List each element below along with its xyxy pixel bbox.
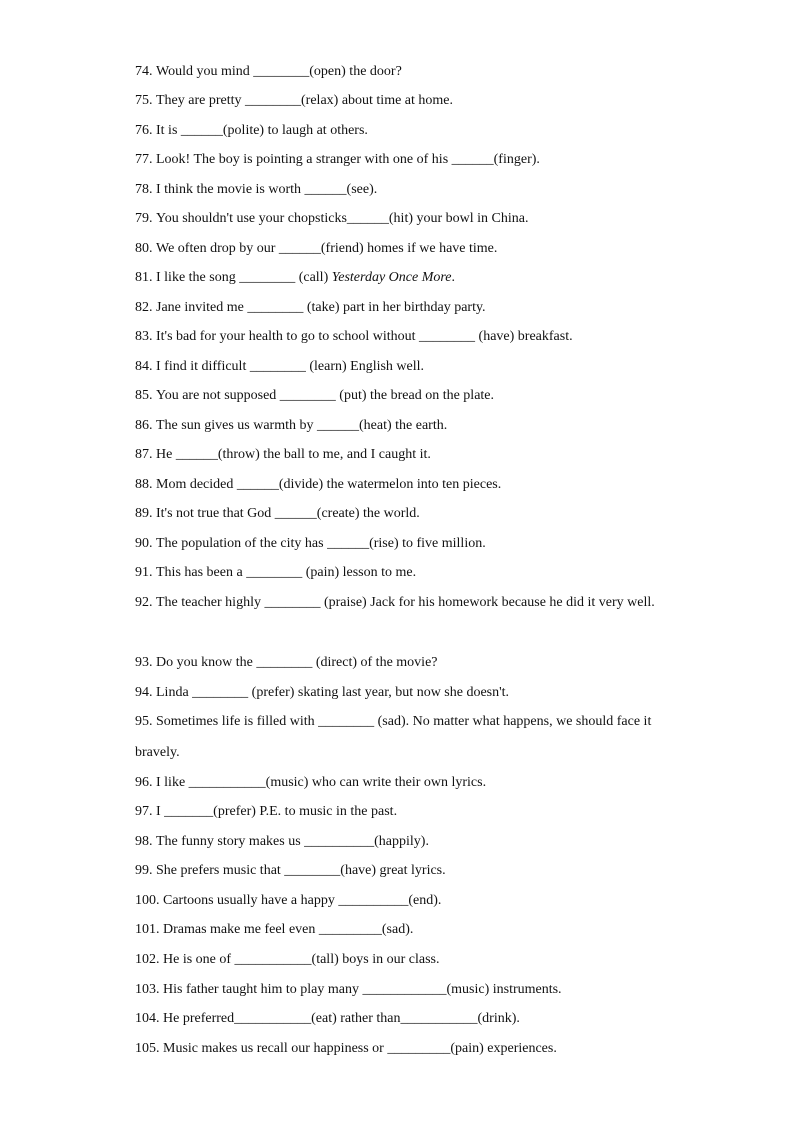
question-102 [135,951,695,969]
question-number: 74. [135,64,153,79]
question-81: 81. I like the song ________ (call) Yesterday Once More. [135,270,456,285]
question-text: It's not true that God ______(create) the world. [156,506,420,521]
question-text: Music makes us recall our happiness or _________(pain) experiences. [163,1041,557,1056]
question-text: This has been a ________ (pain) lesson to me. [156,565,417,580]
question-text: We often drop by our ______(friend) homes if we have time. [156,241,498,256]
question-text: I like ___________(music) who can write their own lyrics. [156,775,487,790]
question-text: The funny story makes us __________(happily). [156,834,429,849]
question-94 [135,684,695,702]
question-text: His father taught him to play many ____________(music) instruments. [163,982,562,997]
question-98 [135,833,695,851]
question-86 [135,417,695,435]
question-text: Mom decided ______(divide) the watermelon into ten pieces. [156,477,502,492]
question-number: 83. [135,329,153,344]
question-number: 93. [135,655,153,670]
question-number: 76. [135,123,153,138]
question-number: 97. [135,804,153,819]
question-78 [135,181,695,199]
question-103 [135,981,695,999]
question-text: She prefers music that ________(have) great lyrics. [156,863,446,878]
question-text: The sun gives us warmth by ______(heat) the earth. [156,418,448,433]
question-number: 94. [135,685,153,700]
question-text-continuation: bravely. [135,745,180,760]
question-77 [135,151,695,169]
question-number: 95. [135,714,153,729]
question-101 [135,921,695,939]
question-number: 90. [135,536,153,551]
question-76 [135,122,695,140]
question-number: 88. [135,477,153,492]
question-number: 78. [135,182,153,197]
question-number: 102. [135,952,160,967]
question-text: He ______(throw) the ball to me, and I caught it. [156,447,431,462]
question-number: 98. [135,834,153,849]
question-text: It's bad for your health to go to school without ________ (have) breakfast. [156,329,573,344]
question-85 [135,387,695,405]
question-82 [135,299,695,317]
question-number: 104. [135,1011,160,1026]
question-84 [135,358,695,376]
question-number: 77. [135,152,153,167]
question-number: 79. [135,211,153,226]
question-text: Cartoons usually have a happy __________(end). [163,893,442,908]
question-83 [135,328,695,346]
question-number: 85. [135,388,153,403]
question-87 [135,446,695,464]
question-89 [135,505,695,523]
question-number: 84. [135,359,153,374]
question-104 [135,1010,695,1028]
question-number: 75. [135,93,153,108]
question-75 [135,92,695,110]
question-88 [135,476,695,494]
question-number: 91. [135,565,153,580]
question-number: 89. [135,506,153,521]
question-105 [135,1040,695,1058]
question-80 [135,240,695,258]
question-text: Jane invited me ________ (take) part in her birthday party. [156,300,486,315]
question-number: 96. [135,775,153,790]
question-100 [135,892,695,910]
question-text: The teacher highly ________ (praise) Jack for his homework because he did it very well. [156,595,655,610]
question-96 [135,774,695,792]
question-text: Dramas make me feel even _________(sad). [163,922,414,937]
question-95 [135,713,695,731]
question-text: The population of the city has ______(rise) to five million. [156,536,486,551]
question-number: 99. [135,863,153,878]
question-text: Linda ________ (prefer) skating last year, but now she doesn't. [156,685,510,700]
question-91 [135,564,695,582]
question-74 [135,63,695,81]
question-text: You are not supposed ________ (put) the bread on the plate. [156,388,495,403]
question-93 [135,654,695,672]
question-text: It is ______(polite) to laugh at others. [156,123,368,138]
question-text: You shouldn't use your chopsticks______(hit) your bowl in China. [156,211,529,226]
question-text: Sometimes life is filled with ________ (sad). No matter what happens, we should face it [156,714,652,729]
question-text: He preferred___________(eat) rather than___________(drink). [163,1011,520,1026]
question-95-continuation [135,744,695,762]
question-99 [135,862,695,880]
question-number: 86. [135,418,153,433]
question-97 [135,803,695,821]
question-text: He is one of ___________(tall) boys in our class. [163,952,440,967]
question-text: I _______(prefer) P.E. to music in the past. [156,804,398,819]
question-number: 100. [135,893,160,908]
question-text: Would you mind ________(open) the door? [156,64,402,79]
question-number: 105. [135,1041,160,1056]
question-text: They are pretty ________(relax) about time at home. [156,93,454,108]
question-text: I think the movie is worth ______(see). [156,182,378,197]
question-number: 92. [135,595,153,610]
question-number: 103. [135,982,160,997]
question-text: I find it difficult ________ (learn) English well. [156,359,425,374]
question-number: 87. [135,447,153,462]
question-79 [135,210,695,228]
question-90 [135,535,695,553]
question-text: Do you know the ________ (direct) of the movie? [156,655,438,670]
question-number: 82. [135,300,153,315]
question-number: 80. [135,241,153,256]
question-number: 101. [135,922,160,937]
question-text: I like the song ________ (call) [156,270,332,285]
question-text: Look! The boy is pointing a stranger with one of his ______(finger). [156,152,540,167]
question-92 [135,594,695,612]
song-title: Yesterday Once More [331,270,452,285]
question-number: 81. [135,270,153,285]
